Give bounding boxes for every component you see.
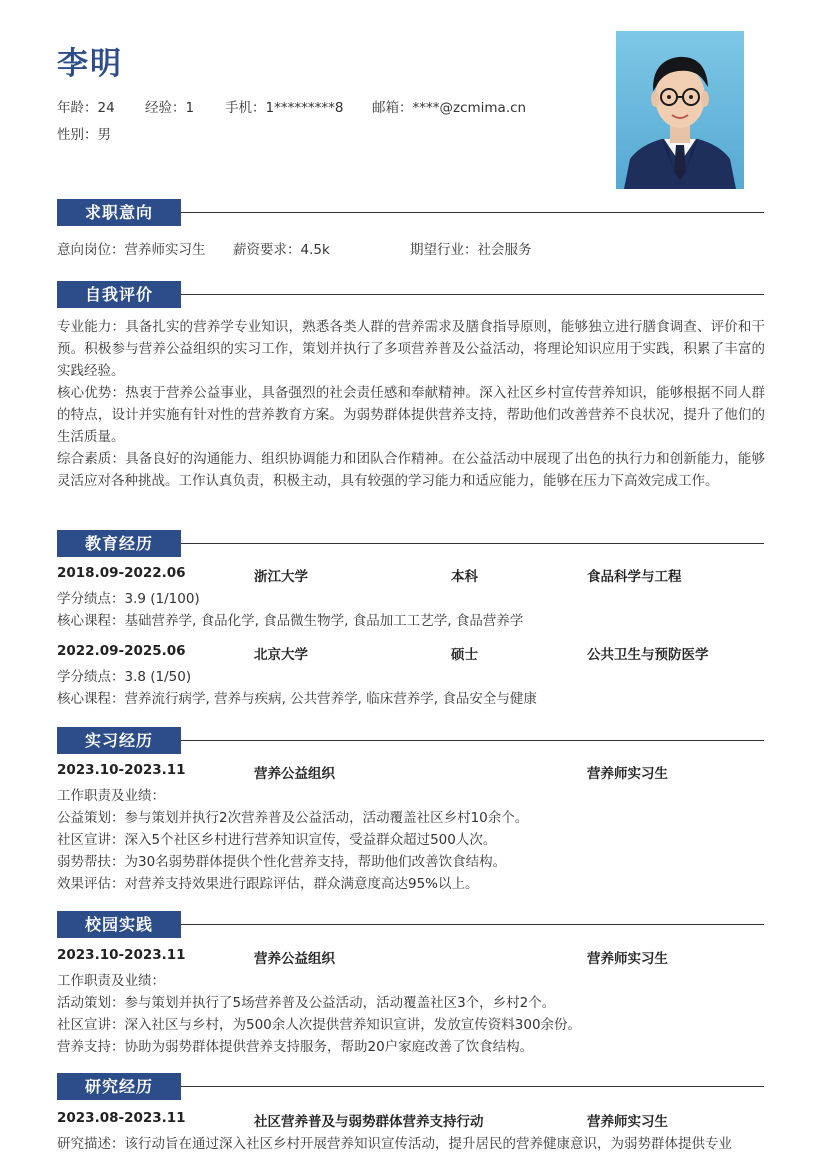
- intent-salary: 薪资要求：4.5k: [233, 242, 330, 258]
- education-gpa: 学分绩点：3.8 (1/50): [57, 669, 192, 685]
- internship-entry-header: [57, 762, 765, 784]
- internship-period: 2023.10-2023.11: [57, 762, 186, 778]
- education-courses: 核心课程：基础营养学, 食品化学, 食品微生物学, 食品加工工艺学, 食品营养学: [57, 613, 524, 629]
- self-eval-qualities: 综合素质：具备良好的沟通能力、组织协调能力和团队合作精神。在公益活动中展现了出色的执行力和创新能力，能够灵活应对各种挑战。工作认真负责，积极主动，具有较强的学习能力和适应能力，能够在压力下高效完成工作。: [57, 451, 765, 489]
- intent-position: 意向岗位：营养师实习生: [57, 242, 206, 258]
- list-item: 社区宣讲：深入5个社区乡村进行营养知识宣传，受益群众超过500人次。: [57, 832, 497, 848]
- research-entry-header: [57, 1110, 765, 1132]
- education-degree: 硕士: [451, 647, 478, 663]
- section-campus-header: [57, 911, 764, 938]
- section-divider: [181, 1086, 764, 1087]
- list-item: 弱势帮扶：为30名弱势群体提供个性化营养支持，帮助他们改善饮食结构。: [57, 854, 507, 870]
- self-eval-professional: 专业能力：具备扎实的营养学专业知识，熟悉各类人群的营养需求及膳食指导原则，能够独立进行膳食调查、评价和干预。积极参与营养公益组织的实习工作，策划并执行了多项营养普及公益活动，将理论知识应用于实践，积累了丰富的实践经验。: [57, 319, 765, 379]
- list-item: 工作职责及业绩：: [57, 788, 165, 804]
- section-divider: [181, 740, 764, 741]
- section-title: 自我评价: [84, 285, 153, 304]
- section-title: 实习经历: [84, 731, 153, 750]
- profile-photo: [616, 31, 744, 189]
- gender-row: [57, 123, 111, 143]
- education-school: 浙江大学: [254, 569, 308, 585]
- education-period: 2018.09-2022.06: [57, 565, 186, 581]
- candidate-name: 李明: [57, 46, 123, 82]
- intent-industry: 期望行业：社会服务: [410, 242, 532, 258]
- research-role: 营养师实习生: [587, 1114, 668, 1130]
- section-title: 研究经历: [84, 1077, 153, 1096]
- education-period: 2022.09-2025.06: [57, 643, 186, 659]
- basic-info-row: [57, 96, 526, 116]
- intent-row: [57, 239, 765, 261]
- age-field: 年龄：24: [57, 100, 115, 116]
- campus-role: 营养师实习生: [587, 951, 668, 967]
- education-entry-header: [57, 643, 765, 665]
- campus-details: [57, 970, 765, 1058]
- section-title: 校园实践: [84, 915, 153, 934]
- section-research-header: [57, 1073, 764, 1100]
- section-divider: [181, 924, 764, 925]
- campus-period: 2023.10-2023.11: [57, 947, 186, 963]
- education-gpa: 学分绩点：3.9 (1/100): [57, 591, 200, 607]
- section-title: 教育经历: [84, 534, 153, 553]
- education-major: 食品科学与工程: [587, 569, 682, 585]
- list-item: 公益策划：参与策划并执行2次营养普及公益活动，活动覆盖社区乡村10余个。: [57, 810, 529, 826]
- education-degree: 本科: [451, 569, 478, 585]
- internship-role: 营养师实习生: [587, 766, 668, 782]
- internship-org: 营养公益组织: [254, 766, 335, 782]
- section-divider: [181, 294, 764, 295]
- education-courses: 核心课程：营养流行病学, 营养与疾病, 公共营养学, 临床营养学, 食品安全与健康: [57, 691, 537, 707]
- section-divider: [181, 543, 764, 544]
- list-item: 营养支持：协助为弱势群体提供营养支持服务，帮助20户家庭改善了饮食结构。: [57, 1039, 534, 1055]
- research-description: 研究描述：该行动旨在通过深入社区乡村开展营养知识宣传活动，提升居民的营养健康意识，为弱势群体提供专业: [57, 1136, 732, 1152]
- email-field: 邮箱：****@zcmima.cn: [372, 100, 527, 116]
- education-school: 北京大学: [254, 647, 308, 663]
- experience-field: 经验：1: [145, 100, 195, 116]
- list-item: 效果评估：对营养支持效果进行跟踪评估，群众满意度高达95%以上。: [57, 876, 479, 892]
- self-eval-strengths: 核心优势：热衷于营养公益事业，具备强烈的社会责任感和奉献精神。深入社区乡村宣传营养知识，能够根据不同人群的特点，设计并实施有针对性的营养教育方案。为弱势群体提供营养支持，帮助他们改善营养不良状况，提升了他们的生活质量。: [57, 385, 765, 445]
- section-title: 求职意向: [84, 203, 153, 222]
- campus-entry-header: [57, 947, 765, 969]
- section-intent-header: [57, 199, 764, 226]
- gender-field: 性别：男: [57, 127, 111, 143]
- section-education-header: [57, 530, 764, 557]
- section-divider: [181, 212, 764, 213]
- section-internship-header: [57, 727, 764, 754]
- list-item: 社区宣讲：深入社区与乡村，为500余人次提供营养知识宣讲，发放宣传资料300余份。: [57, 1017, 582, 1033]
- education-major: 公共卫生与预防医学: [587, 647, 709, 663]
- research-period: 2023.08-2023.11: [57, 1110, 186, 1126]
- list-item: 工作职责及业绩：: [57, 973, 165, 989]
- phone-field: 手机：1*********8: [225, 100, 344, 116]
- internship-details: [57, 785, 765, 895]
- section-self-eval-header: [57, 281, 764, 308]
- education-entry-header: [57, 565, 765, 587]
- research-project: 社区营养普及与弱势群体营养支持行动: [254, 1114, 484, 1130]
- portrait-illustration: [616, 31, 744, 189]
- list-item: 活动策划：参与策划并执行了5场营养普及公益活动，活动覆盖社区3个，乡村2个。: [57, 995, 556, 1011]
- campus-org: 营养公益组织: [254, 951, 335, 967]
